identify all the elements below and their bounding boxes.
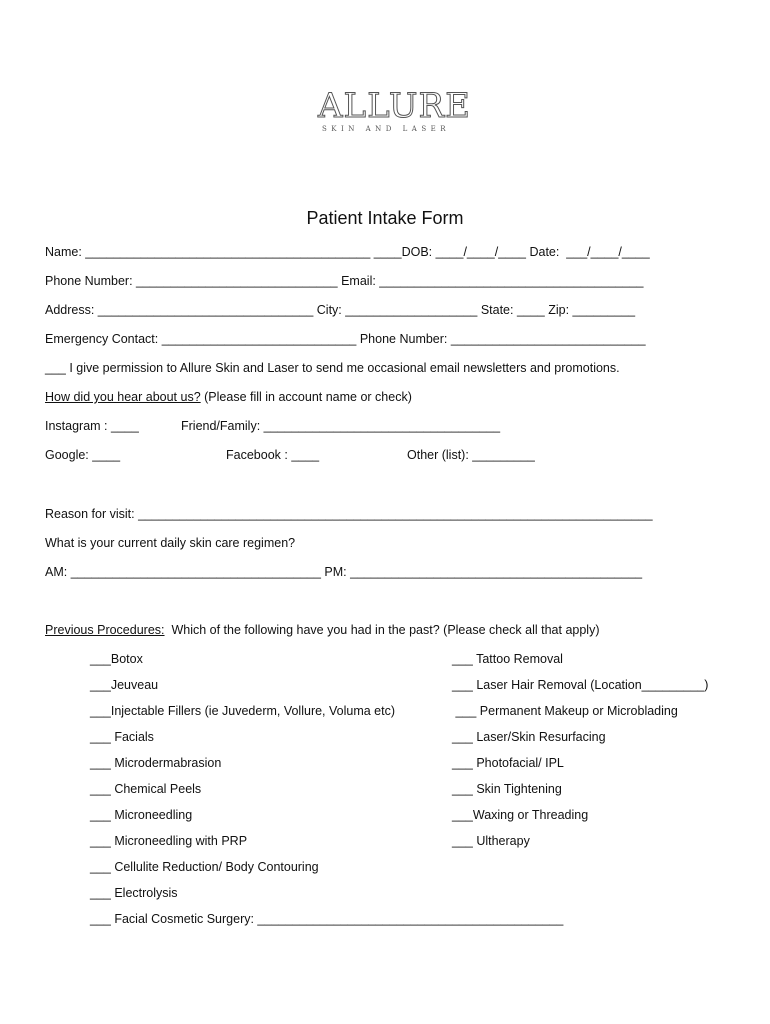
procedure-checkbox[interactable]: ___ Cellulite Reduction/ Body Contouring xyxy=(90,860,319,874)
form-title: Patient Intake Form xyxy=(306,208,464,228)
procedure-checkbox[interactable]: ___Botox xyxy=(90,652,143,666)
am-pm-field[interactable]: AM: ____________________________________ PM: __________________________________________ xyxy=(45,565,643,579)
procedure-checkbox[interactable]: ___ Microdermabrasion xyxy=(90,756,222,770)
procedure-checkbox[interactable]: ___ Skin Tightening xyxy=(452,782,562,796)
email-permission-checkbox[interactable]: ___ I give permission to Allure Skin and Laser to send me occasional email newsletters and promotions. xyxy=(45,361,620,375)
google-field[interactable]: Google: ____ xyxy=(45,448,121,462)
procedure-checkbox[interactable]: ___ Electrolysis xyxy=(90,886,178,900)
procedure-checkbox[interactable]: ___Injectable Fillers (ie Juvederm, Vollure, Voluma etc) xyxy=(90,704,396,718)
logo-tagline: SKIN AND LASER xyxy=(321,125,451,133)
friend-family-field[interactable]: Friend/Family: __________________________________ xyxy=(181,419,501,433)
referral-hint: (Please fill in account name or check) xyxy=(200,390,412,404)
emergency-contact-field[interactable]: Emergency Contact: ____________________________ Phone Number: ____________________________ xyxy=(45,332,646,346)
phone-email-field[interactable]: Phone Number: _____________________________ Email: ______________________________________ xyxy=(45,274,644,288)
previous-procedures-heading xyxy=(45,622,600,638)
logo-wordmark: ALLURE xyxy=(318,86,471,126)
reason-for-visit-field[interactable]: Reason for visit: __________________________________________________________________________ xyxy=(45,507,653,521)
procedure-checkbox[interactable]: ___Waxing or Threading xyxy=(452,808,589,822)
name-dob-date-field[interactable]: Name: _________________________________________ ____DOB: ____/____/____ Date: ___/____/____ xyxy=(45,245,650,259)
procedure-checkbox[interactable]: ___ Facials xyxy=(90,730,154,744)
procedure-checkbox[interactable]: ___ Photofacial/ IPL xyxy=(452,756,564,770)
procedure-checkbox[interactable]: ___ Microneedling with PRP xyxy=(90,834,248,848)
procedure-checkbox[interactable]: ___ Laser Hair Removal (Location_________) xyxy=(452,678,709,692)
previous-procedures-question: Which of the following have you had in the past? (Please check all that apply) xyxy=(164,623,600,637)
procedure-checkbox[interactable]: ___ Ultherapy xyxy=(452,834,530,848)
procedure-checkbox[interactable]: ___ Microneedling xyxy=(90,808,193,822)
procedure-checkbox[interactable]: ___ Tattoo Removal xyxy=(452,652,563,666)
allure-logo xyxy=(318,86,471,134)
other-field[interactable]: Other (list): _________ xyxy=(407,448,535,462)
procedure-checkbox[interactable]: ___Jeuveau xyxy=(90,678,159,692)
previous-procedures-label: Previous Procedures: xyxy=(45,623,165,637)
procedure-checkbox[interactable]: ___ Facial Cosmetic Surgery: ____________________________________________ xyxy=(90,912,564,926)
facebook-field[interactable]: Facebook : ____ xyxy=(226,448,320,462)
referral-question-label: How did you hear about us? xyxy=(45,390,201,404)
referral-question xyxy=(45,389,412,405)
instagram-field[interactable]: Instagram : ____ xyxy=(45,419,139,433)
address-field[interactable]: Address: _______________________________ City: ___________________ State: ____ Zip: _________ xyxy=(45,303,636,317)
procedure-checkbox[interactable]: ___ Permanent Makeup or Microblading xyxy=(452,704,678,718)
procedure-checkbox[interactable]: ___ Laser/Skin Resurfacing xyxy=(452,730,606,744)
regimen-question: What is your current daily skin care regimen? xyxy=(45,536,296,550)
procedure-checkbox[interactable]: ___ Chemical Peels xyxy=(90,782,202,796)
